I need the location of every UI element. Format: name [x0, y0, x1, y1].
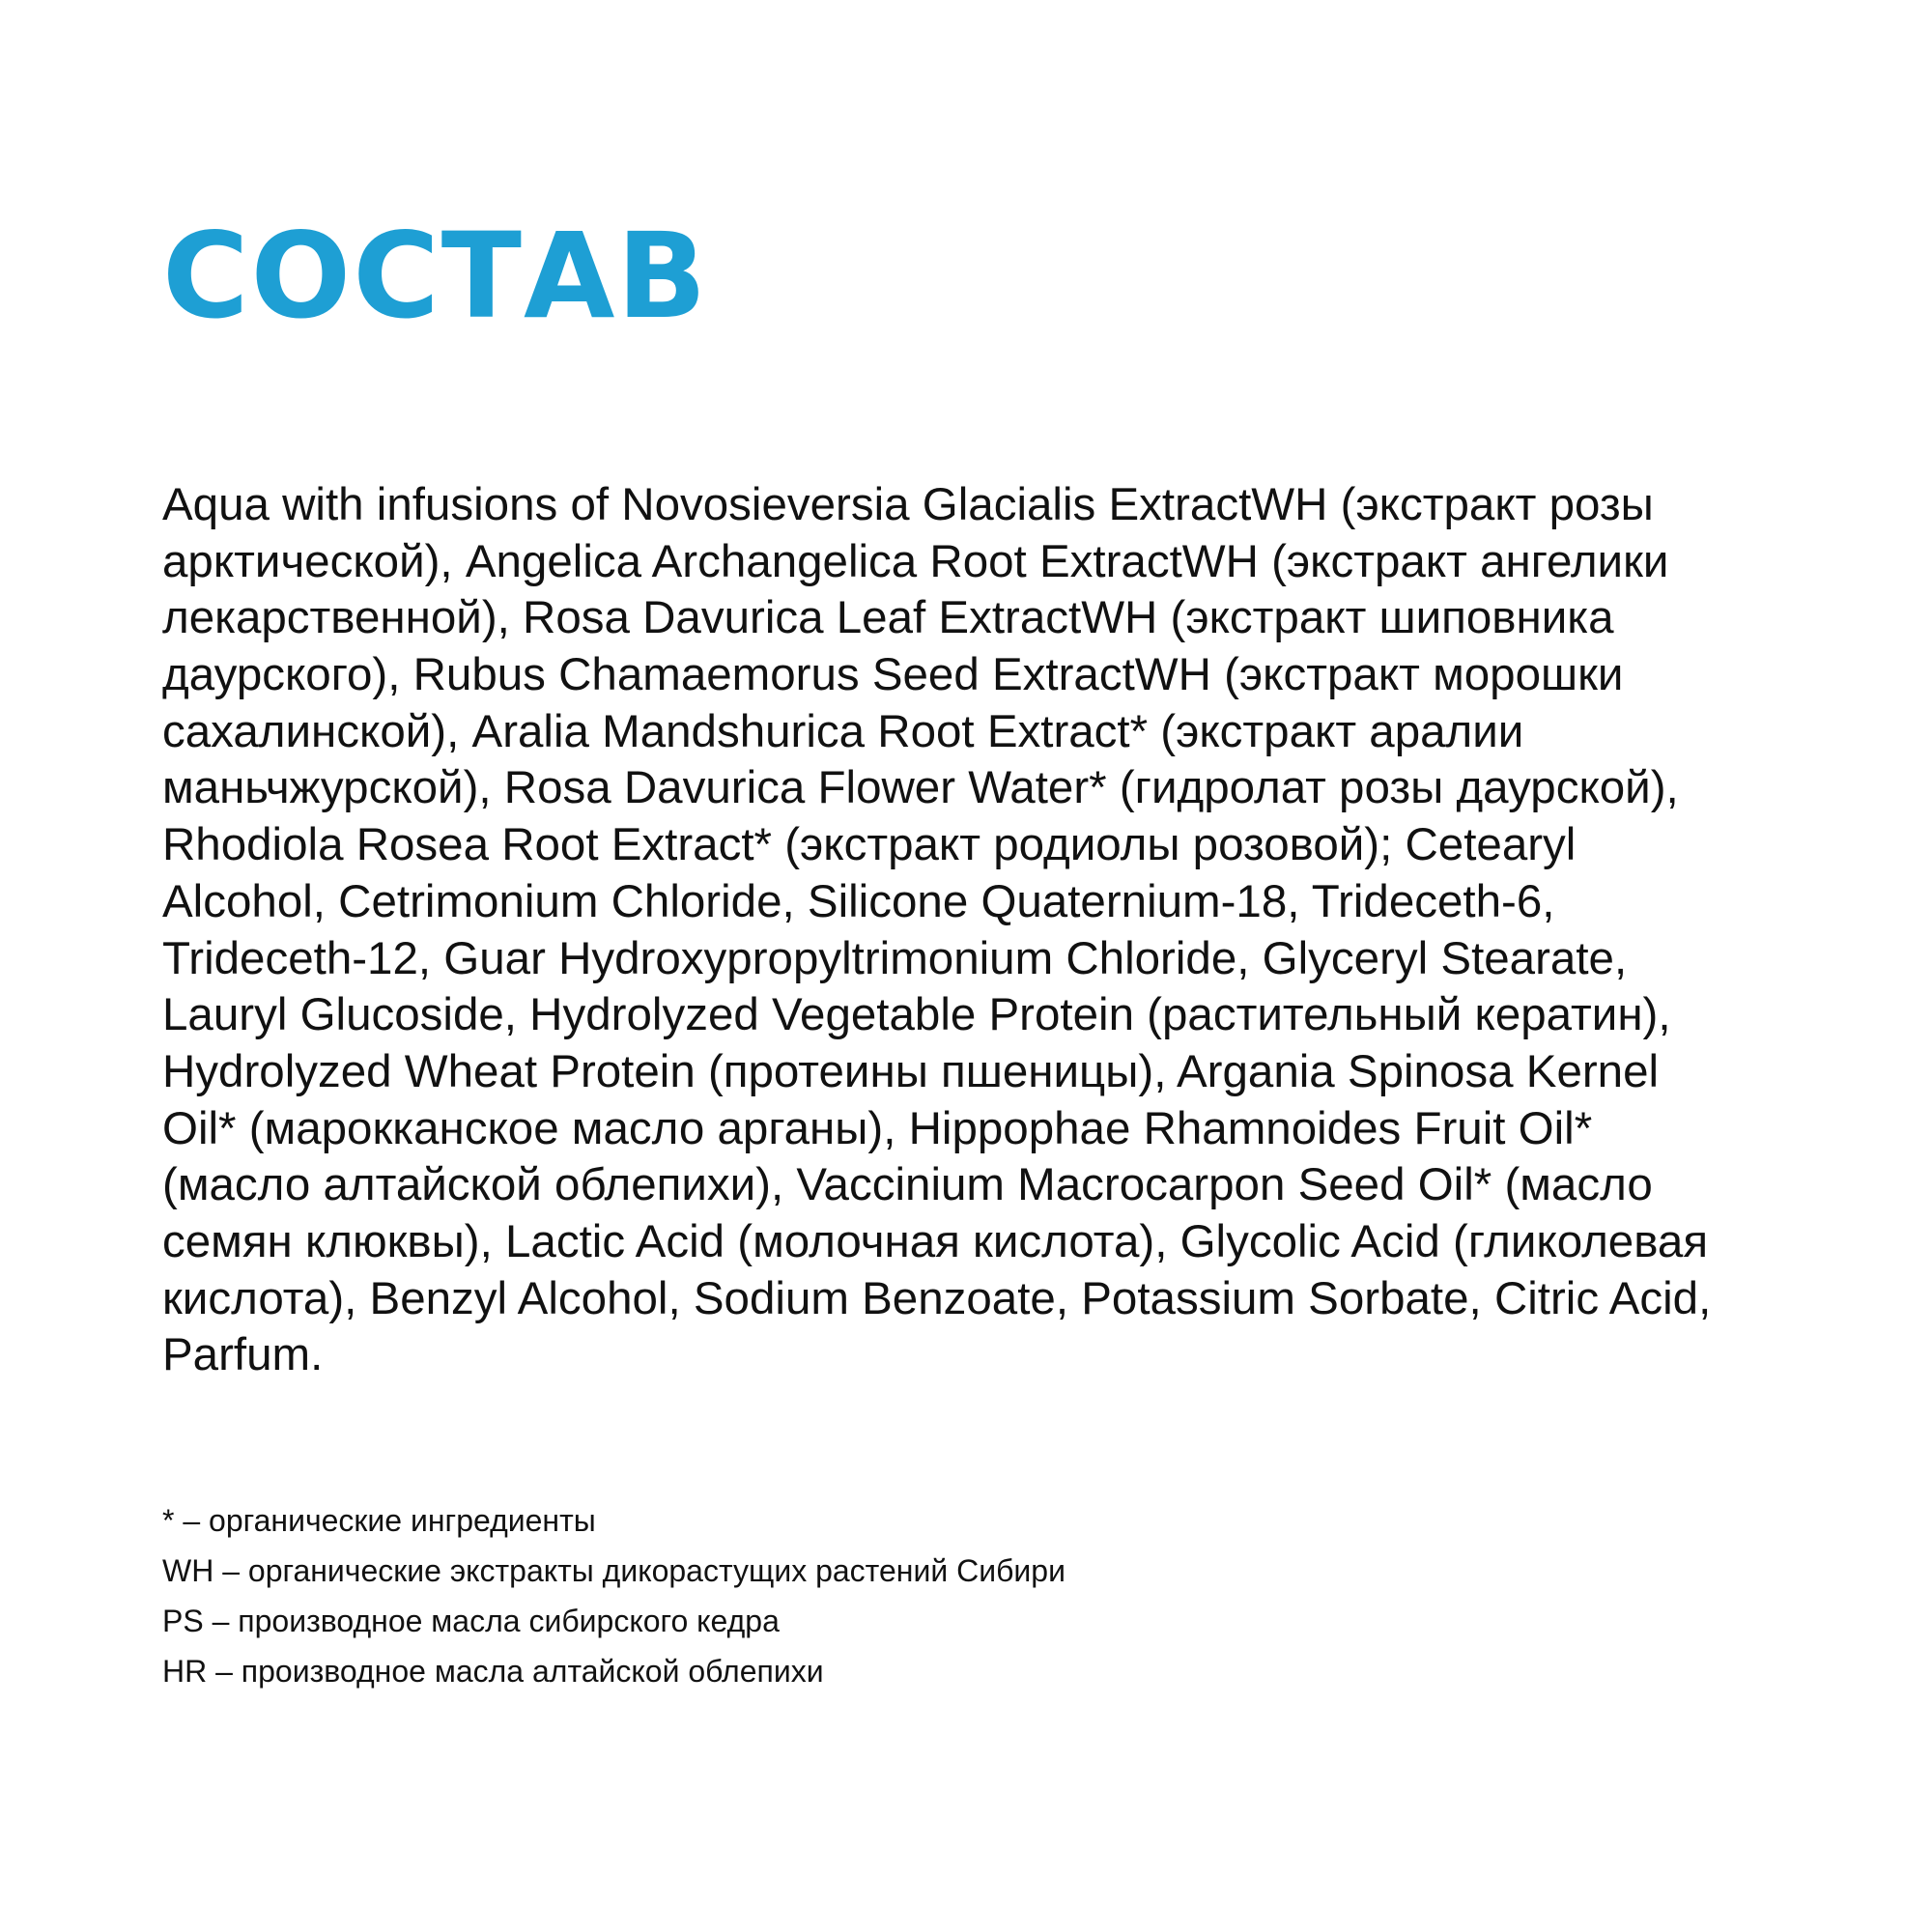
ingredients-line: маньчжурской), Rosa Davurica Flower Water* (гидролат розы даурской), — [162, 762, 1679, 814]
ingredients-line: лекарственной), Rosa Davurica Leaf ExtractWH (экстракт шиповника — [162, 592, 1614, 644]
ingredients-line: Oil* (марокканское масло арганы), Hippophae Rhamnoides Fruit Oil* — [162, 1102, 1593, 1154]
ingredients-line: Alcohol, Cetrimonium Chloride, Silicone Quaternium-18, Trideceth-6, — [162, 875, 1555, 927]
ingredients-line: Rhodiola Rosea Root Extract* (экстракт родиолы розовой); Cetearyl — [162, 819, 1577, 871]
ingredients-line: арктической), Angelica Archangelica Root ExtractWH (экстракт ангелики — [162, 535, 1669, 587]
ingredients-line: Lauryl Glucoside, Hydrolyzed Vegetable Protein (растительный кератин), — [162, 989, 1671, 1041]
ingredients-line: сахалинской), Aralia Mandshurica Root Extract* (экстракт аралии — [162, 705, 1524, 757]
ingredients-line: Parfum. — [162, 1329, 324, 1381]
legend-list — [162, 1495, 1515, 1696]
ingredients-text — [162, 477, 1727, 1384]
ingredients-line: Aqua with infusions of Novosieversia Glacialis ExtractWH (экстракт розы — [162, 479, 1654, 530]
legend-item-ps: PS – производное масла сибирского кедра — [162, 1604, 780, 1638]
legend-item-hr: HR – производное масла алтайской облепихи — [162, 1654, 824, 1689]
ingredients-line: Trideceth-12, Guar Hydroxypropyltrimonium Chloride, Glyceryl Stearate, — [162, 932, 1628, 984]
ingredients-line: Hydrolyzed Wheat Protein (протеины пшеницы), Argania Spinosa Kernel — [162, 1045, 1660, 1097]
ingredients-line: даурского), Rubus Chamaemorus Seed ExtractWH (экстракт морошки — [162, 649, 1624, 701]
ingredients-line: (масло алтайской облепихи), Vaccinium Macrocarpon Seed Oil* (масло — [162, 1159, 1653, 1211]
legend-item-wh: WH – органические экстракты дикорастущих растений Сибири — [162, 1553, 1065, 1588]
ingredients-line: семян клюквы), Lactic Acid (молочная кислота), Glycolic Acid (гликолевая — [162, 1215, 1709, 1267]
ingredients-line: кислота), Benzyl Alcohol, Sodium Benzoate, Potassium Sorbate, Citric Acid, — [162, 1272, 1712, 1324]
page-title: СОСТАВ — [162, 208, 709, 345]
legend-item-organic: * – органические ингредиенты — [162, 1503, 596, 1538]
